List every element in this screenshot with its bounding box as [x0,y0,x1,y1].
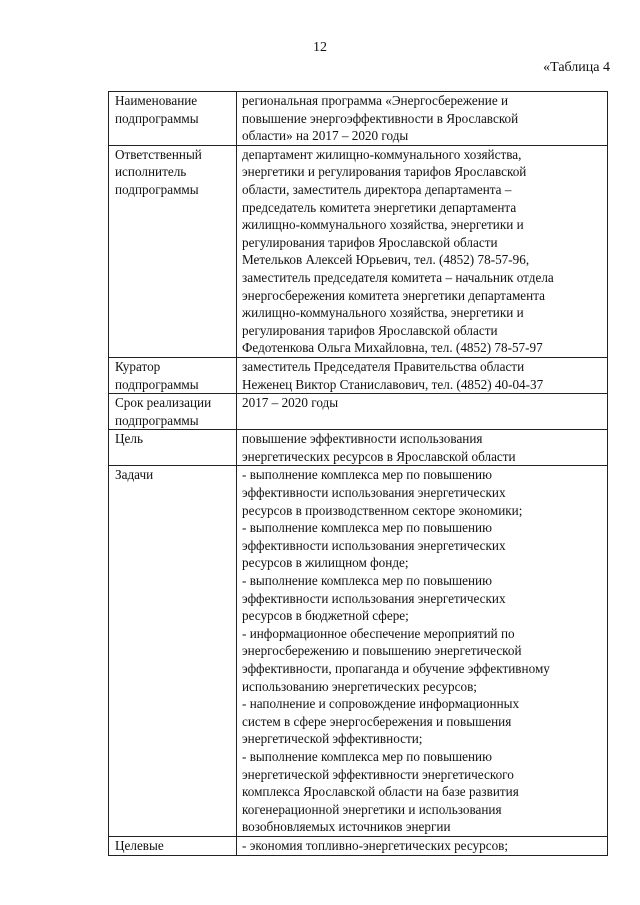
row-value-line: - экономия топливно-энергетических ресурсов; [242,837,509,853]
row-label-line: подпрограммы [115,181,199,197]
row-label-line: Целевые [115,837,164,853]
row-value-line: 2017 – 2020 годы [242,395,339,411]
row-value-line: - выполнение комплекса мер по повышению [242,573,492,589]
row-value-cell [237,394,608,430]
table-row [109,92,608,146]
table-body [109,92,608,856]
row-value-line: - выполнение комплекса мер по повышению [242,748,492,764]
row-value-line: - выполнение комплекса мер по повышению [242,467,492,483]
row-value-line: области, заместитель директора департамента – [242,181,512,197]
row-label-line: Ответственный [115,146,202,162]
row-value-line: энергетики и регулирования тарифов Ярославской [242,164,527,180]
row-label-cell [109,92,237,146]
table-caption: «Таблица 4 [543,60,610,75]
row-value-line: ресурсов в производственном секторе экономики; [242,502,523,518]
row-value-cell [237,430,608,466]
row-value-line: Метельков Алексей Юрьевич, тел. (4852) 78-57-96, [242,252,530,268]
row-label-line: Задачи [115,467,154,483]
row-label-cell [109,145,237,357]
subprogram-passport-table [108,91,608,856]
row-value-line: - информационное обеспечение мероприятий по [242,625,515,641]
table-row [109,145,608,357]
table-row [109,430,608,466]
row-value-line: председатель комитета энергетики департамента [242,199,517,215]
row-value-line: регулирования тарифов Ярославской области [242,234,498,250]
row-value-line: - выполнение комплекса мер по повышению [242,520,492,536]
row-label-line: подпрограммы [115,376,199,392]
row-value-line: жилищно-коммунального хозяйства, энергетики и [242,217,524,233]
row-label-cell [109,430,237,466]
row-value-line: заместитель председателя комитета – начальник отдела [242,269,554,285]
row-value-line: энергетической эффективности; [242,731,423,747]
row-label-line: Куратор [115,358,161,374]
row-value-line: использованию энергетических ресурсов; [242,678,477,694]
row-value-line: - наполнение и сопровождение информационных [242,696,520,712]
row-label-cell [109,357,237,393]
row-label-line: Наименование [115,93,198,108]
row-value-line: повышение эффективности использования [242,431,483,447]
row-value-cell [237,92,608,146]
row-value-line: региональная программа «Энергосбережение и [242,93,509,108]
row-value-line: систем в сфере энергосбережения и повышения [242,713,512,729]
row-label-line: Срок реализации [115,395,212,411]
row-value-line: Федотенкова Ольга Михайловна, тел. (4852) 78-57-97 [242,340,543,356]
row-value-line: энергетической эффективности энергетического [242,766,514,782]
row-label-cell [109,836,237,855]
row-value-line: регулирования тарифов Ярославской области [242,322,498,338]
row-label-line: исполнитель [115,164,187,180]
row-value-line: повышение энергоэффективности в Ярославской [242,110,519,126]
row-value-line: жилищно-коммунального хозяйства, энергетики и [242,305,524,321]
row-value-cell [237,357,608,393]
row-value-cell [237,145,608,357]
table-row [109,394,608,430]
row-label-line: подпрограммы [115,110,199,126]
row-value-line: энергосбережению и повышению энергетической [242,643,522,659]
row-label-cell [109,394,237,430]
row-value-line: ресурсов в жилищном фонде; [242,555,409,571]
row-label-cell [109,466,237,836]
row-value-line: возобновляемых источников энергии [242,819,451,835]
row-value-line: энергосбережения комитета энергетики департамента [242,287,545,303]
table-row [109,357,608,393]
row-value-line: департамент жилищно-коммунального хозяйства, [242,146,522,162]
table-row [109,836,608,855]
row-value-line: эффективности использования энергетических [242,590,506,606]
row-value-line: ресурсов в бюджетной сфере; [242,608,409,624]
table-row [109,466,608,836]
row-value-line: эффективности, пропаганда и обучение эффективному [242,661,550,676]
row-value-line: эффективности использования энергетических [242,485,506,501]
row-value-line: энергетических ресурсов в Ярославской области [242,448,516,464]
page-number: 12 [313,40,327,55]
row-value-line: когенерационной энергетики и использования [242,801,502,817]
row-label-line: Цель [115,431,143,447]
row-value-line: эффективности использования энергетических [242,537,506,553]
row-value-line: Неженец Виктор Станиславович, тел. (4852) 40-04-37 [242,376,544,392]
row-value-line: комплекса Ярославской области на базе развития [242,784,519,800]
row-value-cell [237,466,608,836]
row-value-line: области» на 2017 – 2020 годы [242,128,409,144]
row-value-line: заместитель Председателя Правительства области [242,358,525,374]
row-label-line: подпрограммы [115,412,199,428]
row-value-cell [237,836,608,855]
